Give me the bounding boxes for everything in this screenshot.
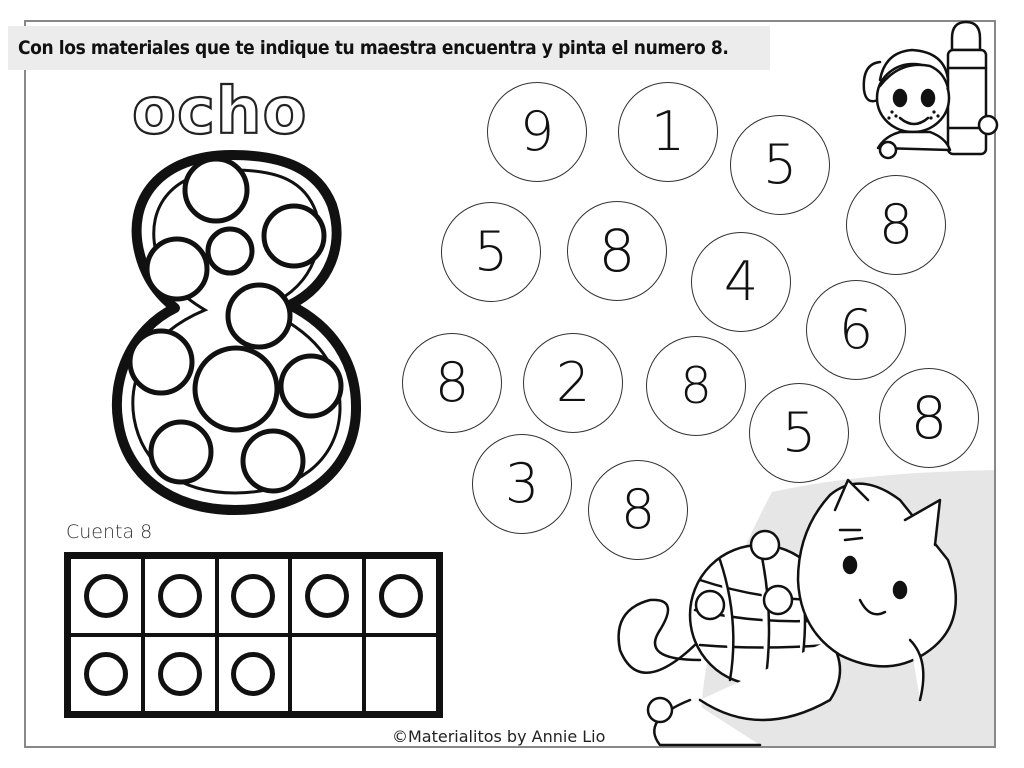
number-bubble[interactable]: 6 — [806, 280, 906, 380]
number-bubble[interactable]: 5 — [730, 115, 830, 215]
number-bubble[interactable]: 8 — [646, 336, 746, 436]
number-bubble[interactable]: 4 — [691, 232, 791, 332]
number-bubble[interactable]: 5 — [749, 383, 849, 483]
number-bubble[interactable]: 8 — [846, 175, 946, 275]
number-bubble[interactable]: 8 — [567, 201, 667, 301]
copyright-credit: ©Materialitos by Annie Lio — [392, 727, 606, 746]
number-bubble[interactable]: 8 — [588, 460, 688, 560]
count-label: Cuenta 8 — [66, 521, 153, 543]
number-bubble[interactable]: 1 — [618, 82, 718, 182]
number-bubble[interactable]: 8 — [402, 333, 502, 433]
number-bubble[interactable]: 3 — [472, 434, 572, 534]
number-bubble[interactable]: 9 — [487, 82, 587, 182]
number-bubble[interactable]: 8 — [879, 368, 979, 468]
number-bubble[interactable]: 2 — [523, 333, 623, 433]
number-bubble[interactable]: 5 — [441, 202, 541, 302]
instruction-text: Con los materiales que te indique tu maestra encuentra y pinta el numero 8. — [18, 37, 729, 59]
number-word: ocho — [132, 75, 308, 149]
